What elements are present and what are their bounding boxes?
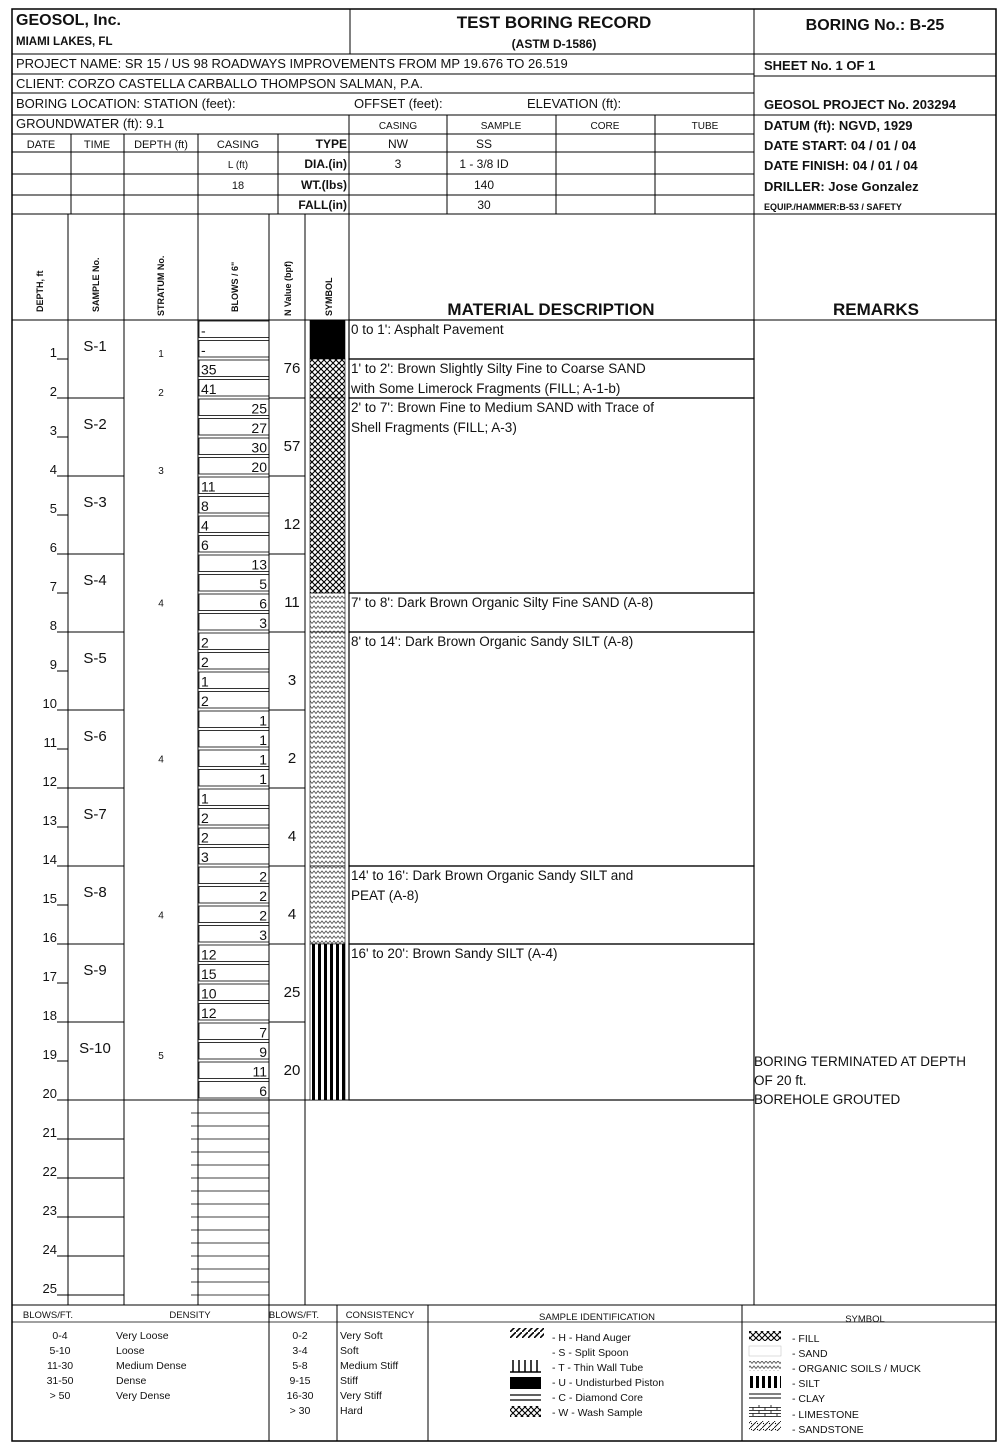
blow-cell <box>199 321 269 338</box>
blow-count: 10 <box>201 985 217 1002</box>
sample-id: S-3 <box>83 494 107 511</box>
depth-tick-label: 5 <box>49 501 57 516</box>
blow-cell <box>199 789 269 806</box>
density-label: Very Dense <box>116 1390 171 1402</box>
depth-tick-label: 22 <box>42 1164 57 1179</box>
blow-count: 30 <box>251 439 267 456</box>
log-body <box>43 320 754 1296</box>
depth-tick-label: 15 <box>42 891 57 906</box>
depth-tick-label: 23 <box>42 1203 57 1218</box>
gw-l-ft-value: 18 <box>231 180 245 192</box>
wash-sample-icon <box>510 1406 541 1417</box>
groundwater: GROUNDWATER (ft): 9.1 <box>16 116 165 131</box>
sample-id: S-7 <box>83 806 107 823</box>
blow-count: - <box>201 322 206 339</box>
blow-count: 35 <box>201 361 217 378</box>
n-value: 12 <box>283 516 301 533</box>
gw-casing-header: CASING <box>216 139 260 151</box>
equipment-casing-value: 3 <box>394 157 402 171</box>
blow-count: 6 <box>259 595 267 612</box>
blow-count: 4 <box>201 517 209 534</box>
legend-blows-header: BLOWS/FT. <box>22 1310 74 1321</box>
stratum-number: 4 <box>158 910 164 922</box>
blow-count: 2 <box>201 693 209 709</box>
sample-id-legend-item: - H - Hand Auger <box>552 1332 631 1344</box>
n-value: 4 <box>287 906 297 923</box>
depth-tick-label: 25 <box>42 1281 57 1296</box>
material-description: 7' to 8': Dark Brown Organic Silty Fine SAND (A-8) <box>351 595 654 610</box>
symbol-legend-item: - ORGANIC SOILS / MUCK <box>792 1363 921 1375</box>
gw-date-header: DATE <box>26 139 56 151</box>
blow-count: 3 <box>201 849 209 865</box>
depth-tick-label: 14 <box>42 852 57 867</box>
blow-cell <box>199 653 269 670</box>
date-start: DATE START: 04 / 01 / 04 <box>764 138 916 153</box>
depth-tick-label: 16 <box>42 930 57 945</box>
gw-depth-header: DEPTH (ft) <box>134 139 188 151</box>
blow-count: 5 <box>259 576 267 592</box>
soil-symbol-organic <box>310 632 345 866</box>
blow-count: 25 <box>251 400 267 417</box>
n-value: 57 <box>283 438 301 455</box>
material-description: with Some Limerock Fragments (FILL; A-1-b) <box>351 381 621 396</box>
date-finish: DATE FINISH: 04 / 01 / 04 <box>764 158 918 173</box>
material-layer-box <box>349 632 754 866</box>
consistency-blows: 3-4 <box>292 1345 308 1357</box>
blow-count: 3 <box>259 615 267 631</box>
sand-swatch-icon <box>749 1346 781 1356</box>
sample-id: S-9 <box>83 962 107 979</box>
datum: DATUM (ft): NGVD, 1929 <box>764 118 913 133</box>
n-value: 20 <box>283 1062 301 1079</box>
remarks-block <box>754 1054 966 1107</box>
astm-standard: (ASTM D-1586) <box>511 37 597 51</box>
n-value: 25 <box>283 984 301 1001</box>
record-title: TEST BORING RECORD <box>456 13 652 32</box>
clay-swatch-icon <box>749 1393 781 1399</box>
depth-tick-label: 24 <box>42 1242 57 1257</box>
sample-id-legend-item: - C - Diamond Core <box>552 1392 644 1404</box>
consistency-blows: 0-2 <box>292 1330 308 1342</box>
consistency-label: Very Soft <box>340 1330 383 1342</box>
legend-sample-id-header: SAMPLE IDENTIFICATION <box>539 1312 655 1323</box>
blow-count: 41 <box>201 381 217 397</box>
sample-id-icons <box>510 1328 544 1417</box>
blow-cell <box>199 848 269 865</box>
blow-count: 2 <box>201 810 209 826</box>
blow-cell <box>199 536 269 553</box>
depth-tick-label: 12 <box>42 774 57 789</box>
material-description-header: MATERIAL DESCRIPTION <box>447 300 655 319</box>
project-name: PROJECT NAME: SR 15 / US 98 ROADWAYS IMPROVEMENTS FROM MP 19.676 TO 26.519 <box>16 56 568 71</box>
n-value: 2 <box>287 750 297 767</box>
blow-count: 11 <box>201 478 216 495</box>
gw-l-ft-header: L (ft) <box>227 160 249 171</box>
n-value-col-header: N Value (bpf) <box>283 260 293 316</box>
depth-tick-label: 3 <box>49 423 57 438</box>
density-blows: 31-50 <box>46 1375 74 1387</box>
blow-count: - <box>201 342 206 358</box>
company-name: GEOSOL, Inc. <box>16 12 121 29</box>
n-value: 11 <box>284 594 300 611</box>
depth-tick-label: 11 <box>43 735 57 750</box>
soil-symbol-silt <box>310 944 345 1100</box>
symbol-legend-item: - CLAY <box>792 1393 826 1405</box>
depth-col-header: DEPTH, ft <box>35 270 45 312</box>
blow-count: 2 <box>201 829 209 846</box>
consistency-label: Medium Stiff <box>340 1360 399 1372</box>
material-description: 1' to 2': Brown Slightly Silty Fine to Coarse SAND <box>351 361 646 376</box>
consistency-label: Very Stiff <box>340 1390 382 1402</box>
depth-tick-label: 4 <box>49 462 57 477</box>
stratum-number: 3 <box>158 466 164 477</box>
depth-tick-label: 2 <box>49 384 57 399</box>
log-header-grid <box>68 214 305 1305</box>
blow-count: 7 <box>259 1024 267 1041</box>
tube-col-header: TUBE <box>691 121 719 132</box>
stratum-number: 1 <box>158 349 164 360</box>
client-name: CLIENT: CORZO CASTELLA CARBALLO THOMPSON SALMAN, P.A. <box>16 76 423 91</box>
density-label: Medium Dense <box>116 1360 187 1372</box>
equipment-sample-value: 30 <box>477 198 491 212</box>
core-col-header: CORE <box>590 121 620 132</box>
blow-count: 6 <box>201 537 209 553</box>
depth-tick-label: 6 <box>49 540 57 555</box>
depth-tick-label: 8 <box>49 618 57 633</box>
sample-id: S-4 <box>83 572 107 589</box>
depth-tick-label: 13 <box>42 813 57 828</box>
equipment-row-label: TYPE <box>315 137 347 151</box>
blow-count: 2 <box>201 634 209 651</box>
blow-cell <box>199 341 269 358</box>
sandstone-swatch-icon <box>749 1421 781 1431</box>
n-value: 4 <box>287 828 297 845</box>
remarks-line: BOREHOLE GROUTED <box>754 1092 901 1107</box>
sample-id: S-2 <box>83 416 107 433</box>
blow-count: 2 <box>259 868 267 885</box>
elevation-label: ELEVATION (ft): <box>527 96 622 111</box>
equipment-row-label: FALL(in) <box>298 198 347 212</box>
symbol-legend-item: - SILT <box>792 1378 820 1390</box>
sample-id: S-10 <box>79 1040 111 1057</box>
depth-tick-label: 1 <box>49 345 57 360</box>
blow-count: 1 <box>259 771 267 787</box>
density-blows: 0-4 <box>52 1330 68 1342</box>
blow-count: 2 <box>259 907 267 924</box>
n-value: 3 <box>287 672 297 689</box>
consistency-label: Hard <box>340 1405 363 1417</box>
symbol-legend-item: - SANDSTONE <box>792 1424 864 1436</box>
driller: DRILLER: Jose Gonzalez <box>764 179 919 194</box>
blow-cell <box>199 828 269 845</box>
soil-symbol-organic <box>310 593 345 632</box>
fill-swatch-icon <box>749 1331 781 1341</box>
consistency-blows: 16-30 <box>286 1390 314 1402</box>
material-description: 0 to 1': Asphalt Pavement <box>351 322 504 337</box>
equipment-casing-value: NW <box>388 137 408 151</box>
density-label: Dense <box>116 1375 147 1387</box>
boring-number: BORING No.: B-25 <box>805 17 945 34</box>
depth-tick-label: 17 <box>42 969 57 984</box>
density-blows: > 50 <box>49 1390 71 1402</box>
sample-id: S-1 <box>83 338 107 355</box>
stratum-number: 4 <box>158 598 164 610</box>
sample-id-legend-item: - U - Undisturbed Piston <box>552 1377 665 1389</box>
sample-id-legend-item: - S - Split Spoon <box>552 1347 629 1359</box>
material-description: Shell Fragments (FILL; A-3) <box>351 420 517 435</box>
blow-count: 1 <box>259 712 267 729</box>
blow-count: 11 <box>252 1063 267 1080</box>
material-description: 14' to 16': Dark Brown Organic Sandy SILT and <box>351 868 634 883</box>
blows-col-header: BLOWS / 6" <box>230 261 240 312</box>
consistency-blows: 9-15 <box>289 1375 311 1387</box>
consistency-label: Stiff <box>340 1375 358 1387</box>
legend-blows2-header: BLOWS/FT. <box>268 1310 320 1321</box>
blow-cell <box>199 516 269 533</box>
stratum-number: 5 <box>158 1051 164 1062</box>
blow-count: 2 <box>259 888 267 904</box>
equipment-sample-value: SS <box>475 137 493 151</box>
sample-id: S-5 <box>83 650 107 667</box>
soil-symbol-organic <box>310 866 345 944</box>
depth-tick-label: 21 <box>42 1125 57 1140</box>
boring-location: BORING LOCATION: STATION (feet): <box>16 96 236 111</box>
legend-symbol-header: SYMBOL <box>845 1314 885 1325</box>
blow-count: 15 <box>201 966 217 982</box>
blow-count: 1 <box>259 751 267 768</box>
stratum-no-col-header: STRATUM No. <box>156 255 166 316</box>
blow-cell <box>199 633 269 650</box>
blow-count: 12 <box>201 946 217 963</box>
depth-tick-label: 7 <box>49 579 57 594</box>
blow-count: 27 <box>251 420 267 436</box>
casing-col-header: CASING <box>378 121 418 132</box>
remarks-header: REMARKS <box>833 300 919 319</box>
depth-tick-label: 19 <box>42 1047 57 1062</box>
remarks-line: BORING TERMINATED AT DEPTH <box>754 1054 967 1069</box>
sheet-border <box>12 9 996 1441</box>
blow-cell <box>199 692 269 709</box>
sample-id: S-8 <box>83 884 107 901</box>
gw-time-header: TIME <box>83 139 111 151</box>
company-location: MIAMI LAKES, FL <box>16 36 113 48</box>
blow-count: 6 <box>259 1083 267 1099</box>
blow-count: 1 <box>201 790 209 807</box>
material-description: 16' to 20': Brown Sandy SILT (A-4) <box>351 946 558 961</box>
depth-tick-label: 18 <box>42 1008 57 1023</box>
blow-count: 12 <box>201 1005 217 1021</box>
soil-symbol-fill <box>310 359 345 398</box>
blow-count: 13 <box>251 556 267 573</box>
legend-body <box>47 1330 921 1436</box>
n-value: 76 <box>283 360 301 377</box>
equipment-hammer: EQUIP./HAMMER:B-53 / SAFETY <box>764 202 902 212</box>
blow-count: 1 <box>259 732 267 748</box>
equipment-rows <box>278 134 509 212</box>
blow-cell <box>199 672 269 689</box>
thin-wall-tube-icon <box>510 1360 541 1372</box>
material-description: 2' to 7': Brown Fine to Medium SAND with Trace of <box>351 400 655 415</box>
symbol-col-header: SYMBOL <box>324 277 334 316</box>
material-description: 8' to 14': Dark Brown Organic Sandy SILT (A-8) <box>351 634 634 649</box>
legend-consistency-header: CONSISTENCY <box>345 1310 415 1321</box>
blow-count: 20 <box>251 459 267 475</box>
material-layer-box <box>349 944 754 1100</box>
blow-count: 1 <box>201 673 209 690</box>
project-number: GEOSOL PROJECT No. 203294 <box>764 97 956 112</box>
sample-id-legend-item: - W - Wash Sample <box>552 1407 643 1419</box>
depth-tick-label: 20 <box>42 1086 57 1101</box>
remarks-line: OF 20 ft. <box>754 1073 807 1088</box>
density-label: Very Loose <box>116 1330 169 1342</box>
blow-cell <box>199 809 269 826</box>
equipment-sample-value: 1 - 3/8 ID <box>459 157 509 171</box>
symbol-legend-item: - SAND <box>792 1348 828 1360</box>
equipment-row-label: DIA.(in) <box>304 157 347 171</box>
sheet-number: SHEET No. 1 OF 1 <box>764 58 876 73</box>
stratum-number: 4 <box>158 754 164 766</box>
consistency-blows: 5-8 <box>292 1360 308 1372</box>
hand-auger-icon <box>510 1328 544 1338</box>
sample-id: S-6 <box>83 728 107 745</box>
blow-count: 8 <box>201 498 209 514</box>
blow-count: 3 <box>259 927 267 943</box>
consistency-blows: > 30 <box>289 1405 311 1417</box>
sample-no-col-header: SAMPLE No. <box>91 257 101 312</box>
sample-id-legend-item: - T - Thin Wall Tube <box>552 1362 644 1374</box>
stratum-number: 2 <box>158 388 164 399</box>
depth-tick-label: 9 <box>49 657 57 672</box>
density-blows: 5-10 <box>49 1345 71 1357</box>
soil-symbol-fill <box>310 398 345 593</box>
equipment-sample-value: 140 <box>473 178 495 192</box>
density-blows: 11-30 <box>46 1360 74 1372</box>
soil-symbol-asphalt <box>310 320 345 359</box>
material-description: PEAT (A-8) <box>351 888 419 903</box>
equipment-row-label: WT.(lbs) <box>301 178 347 192</box>
depth-tick-label: 10 <box>42 696 57 711</box>
limestone-swatch-icon <box>749 1405 781 1417</box>
organic-swatch-icon <box>749 1361 781 1371</box>
diamond-core-icon <box>510 1395 541 1400</box>
symbol-legend-item: - FILL <box>792 1333 820 1345</box>
symbol-legend-item: - LIMESTONE <box>792 1409 859 1421</box>
undisturbed-piston-icon <box>510 1377 541 1389</box>
silt-swatch-icon <box>749 1376 781 1388</box>
consistency-label: Soft <box>340 1345 359 1357</box>
density-label: Loose <box>116 1345 145 1357</box>
sample-col-header: SAMPLE <box>480 121 522 132</box>
blow-cell <box>199 497 269 514</box>
offset-label: OFFSET (feet): <box>354 96 443 111</box>
blow-count: 9 <box>259 1044 267 1060</box>
blow-count: 2 <box>201 654 209 670</box>
symbol-swatches <box>749 1331 781 1431</box>
legend-density-header: DENSITY <box>169 1310 211 1321</box>
